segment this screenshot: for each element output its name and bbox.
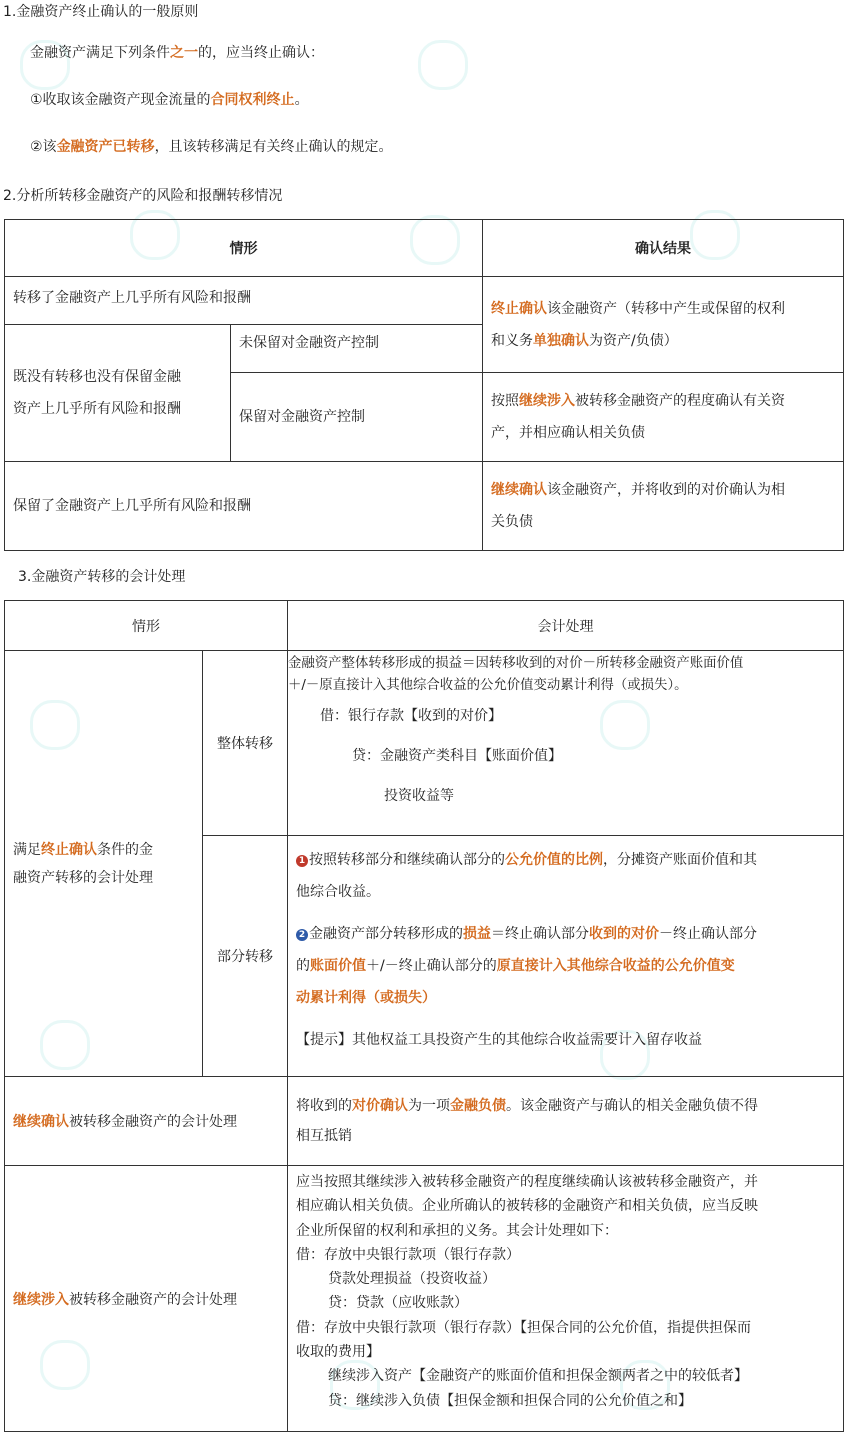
- number-two-icon: 2: [296, 929, 308, 941]
- section3-heading: 3.金融资产转移的会计处理: [18, 569, 186, 585]
- section1-item1: ①收取该金融资产现金流量的合同权利终止。: [30, 92, 309, 108]
- row3-result: 继续确认该金融资产，并将收到的对价确认为相 关负债: [483, 462, 844, 551]
- watermark-icon: [418, 40, 468, 90]
- continued-recognition-treatment: 将收到的对价确认为一项金融负债。该金融资产与确认的相关金融负债不得 相互抵销: [288, 1077, 844, 1166]
- whole-transfer-label: 整体转移: [203, 651, 288, 836]
- accounting-table: [4, 600, 844, 1432]
- row2a-control: 未保留对金融资产控制: [231, 325, 483, 373]
- continuing-involvement-situation: 继续涉入被转移金融资产的会计处理: [5, 1166, 288, 1432]
- section2-heading: 2.分析所转移金融资产的风险和报酬转移情况: [3, 188, 283, 204]
- row1-result: 终止确认该金融资产（转移中产生或保留的权利 和义务单独确认为资产/负债）: [483, 277, 844, 373]
- partial-transfer-treatment: 1 按照转移部分和继续确认部分的公允价值的比例，分摊资产账面价值和其 他综合收益。 2 金融资产部分转移形成的损益＝终止确认部分收到的对价－终止确认部分 的账面价值＋/－终止确认部分的原直接计入其他综合收益的公允价值变 动累计利得（或损失） 【提示】其他权益工具投资产生的其他综合收益需要计入留存收益: [288, 836, 844, 1077]
- continued-recognition-situation: 继续确认被转移金融资产的会计处理: [5, 1077, 288, 1166]
- whole-transfer-treatment: 金融资产整体转移形成的损益＝因转移收到的对价－所转移金融资产账面价值 ＋/－原直接计入其他综合收益的公允价值变动累计利得（或损失）。 借：银行存款【收到的对价】 贷：金融资产类科目【账面价值】 投资收益等: [288, 651, 844, 836]
- number-one-icon: 1: [296, 855, 308, 867]
- section1-intro: 金融资产满足下列条件之一的，应当终止确认：: [30, 45, 324, 61]
- risk-reward-table: [4, 219, 844, 551]
- col-treatment-header: 会计处理: [288, 601, 844, 651]
- continuing-involvement-treatment: 应当按照其继续涉入被转移金融资产的程度继续确认该被转移金融资产，并 相应确认相关负债。企业所确认的被转移的金融资产和相关负债，应当反映 企业所保留的权利和承担的义务。其会计处理如下： 借：存放中央银行款项（银行存款） 贷款处理损益（投资收益） 贷：贷款（应收账款） 借：存放中央银行款项（银行存款）【担保合同的公允价值，指提供担保而 收取的费用】 继续涉入资产【金融资产的账面价值和担保金额两者之中的较低者】 贷：继续涉入负债【担保金额和担保合同的公允价值之和】: [288, 1166, 844, 1432]
- section1-item2: ②该金融资产已转移，且该转移满足有关终止确认的规定。: [30, 139, 393, 155]
- derecognition-situation: 满足终止确认条件的金 融资产转移的会计处理: [5, 651, 203, 1077]
- row2b-control: 保留对金融资产控制: [231, 373, 483, 462]
- col-situation-header: 情形: [5, 220, 483, 277]
- row2b-result: 按照继续涉入被转移金融资产的程度确认有关资 产，并相应确认相关负债: [483, 373, 844, 462]
- section1-heading: 1.金融资产终止确认的一般原则: [3, 4, 199, 20]
- col-result-header: 确认结果: [483, 220, 844, 277]
- row2-situation: 既没有转移也没有保留金融 资产上几乎所有风险和报酬: [5, 325, 231, 462]
- partial-transfer-label: 部分转移: [203, 836, 288, 1077]
- col-situation-header: 情形: [5, 601, 288, 651]
- row3-situation: 保留了金融资产上几乎所有风险和报酬: [5, 462, 483, 551]
- row1-situation: 转移了金融资产上几乎所有风险和报酬: [5, 277, 483, 325]
